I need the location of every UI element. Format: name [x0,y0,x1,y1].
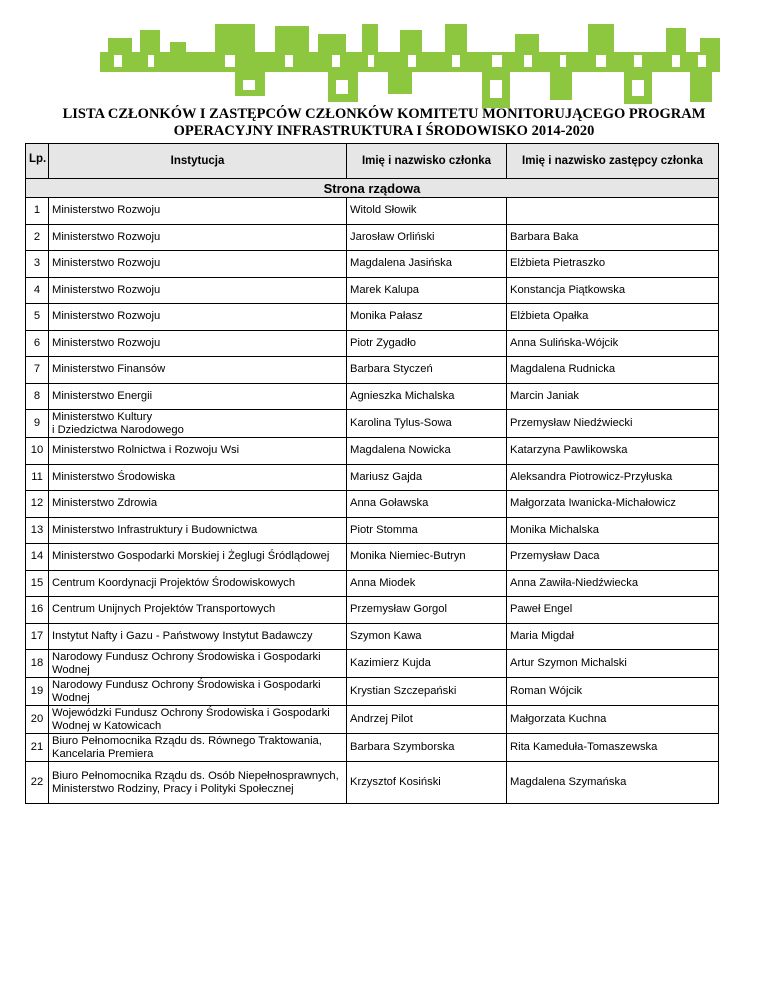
row-member: Magdalena Nowicka [347,438,507,465]
row-institution: Ministerstwo Infrastruktury i Budownictwa [49,517,347,544]
row-deputy: Magdalena Szymańska [507,762,719,804]
row-deputy: Elżbieta Opałka [507,304,719,331]
row-institution: Ministerstwo Zdrowia [49,491,347,518]
table-row [26,198,719,225]
row-member: Andrzej Pilot [347,706,507,734]
table-row [26,491,719,518]
table-row [26,330,719,357]
row-deputy: Magdalena Rudnicka [507,357,719,384]
row-institution: Centrum Koordynacji Projektów Środowiskowych [49,570,347,597]
table-row [26,517,719,544]
row-deputy: Artur Szymon Michalski [507,650,719,678]
row-deputy: Małgorzata Iwanicka-Michałowicz [507,491,719,518]
table-row [26,678,719,706]
header-member: Imię i nazwisko członka [347,144,507,179]
row-lp: 11 [26,464,49,491]
row-lp: 22 [26,762,49,804]
row-deputy: Roman Wójcik [507,678,719,706]
row-institution: Ministerstwo Rozwoju [49,198,347,225]
row-member: Monika Pałasz [347,304,507,331]
row-lp: 19 [26,678,49,706]
row-deputy: Marcin Janiak [507,383,719,410]
row-institution: Ministerstwo Rozwoju [49,224,347,251]
table-row [26,734,719,762]
row-member: Barbara Styczeń [347,357,507,384]
row-institution: Ministerstwo Rozwoju [49,251,347,278]
table-row [26,762,719,804]
row-lp: 10 [26,438,49,465]
row-deputy: Konstancja Piątkowska [507,277,719,304]
row-member: Szymon Kawa [347,623,507,650]
row-institution: Biuro Pełnomocnika Rządu ds. Osób Niepełnosprawnych, Ministerstwo Rodziny, Pracy i Polityki Społecznej [49,762,347,804]
row-institution: Ministerstwo Kultury i Dziedzictwa Narodowego [49,410,347,438]
row-member: Witold Słowik [347,198,507,225]
row-lp: 17 [26,623,49,650]
row-deputy: Aleksandra Piotrowicz-Przyłuska [507,464,719,491]
header-institution: Instytucja [49,144,347,179]
row-lp: 3 [26,251,49,278]
table-row [26,304,719,331]
row-deputy: Elżbieta Pietraszko [507,251,719,278]
row-deputy: Małgorzata Kuchna [507,706,719,734]
row-lp: 14 [26,544,49,571]
title-line-2: OPERACYJNY INFRASTRUKTURA I ŚRODOWISKO 2014-2020 [173,123,595,139]
row-lp: 21 [26,734,49,762]
row-deputy: Paweł Engel [507,597,719,624]
row-member: Anna Miodek [347,570,507,597]
row-institution: Ministerstwo Rolnictwa i Rozwoju Wsi [49,438,347,465]
members-table [25,143,719,804]
table-row [26,410,719,438]
row-lp: 9 [26,410,49,438]
document-title [0,106,768,140]
table-row [26,464,719,491]
row-deputy: Maria Migdał [507,623,719,650]
table-row [26,544,719,571]
header-lp: Lp. [26,144,49,179]
row-deputy: Barbara Baka [507,224,719,251]
header-deputy: Imię i nazwisko zastępcy członka [507,144,719,179]
row-institution: Ministerstwo Finansów [49,357,347,384]
table-row [26,383,719,410]
row-deputy: Anna Zawiła-Niedźwiecka [507,570,719,597]
table-row [26,570,719,597]
row-deputy: Katarzyna Pawlikowska [507,438,719,465]
row-lp: 12 [26,491,49,518]
row-lp: 4 [26,277,49,304]
row-member: Krystian Szczepański [347,678,507,706]
table-row [26,224,719,251]
row-lp: 13 [26,517,49,544]
row-lp: 15 [26,570,49,597]
row-lp: 20 [26,706,49,734]
table-row [26,623,719,650]
row-deputy: Rita Kameduła-Tomaszewska [507,734,719,762]
row-institution: Ministerstwo Gospodarki Morskiej i Żeglugi Śródlądowej [49,544,347,571]
row-member: Agnieszka Michalska [347,383,507,410]
row-member: Anna Goławska [347,491,507,518]
row-lp: 7 [26,357,49,384]
row-lp: 18 [26,650,49,678]
row-member: Monika Niemiec-Butryn [347,544,507,571]
row-member: Piotr Stomma [347,517,507,544]
table-row [26,438,719,465]
row-lp: 1 [26,198,49,225]
row-deputy: Anna Sulińska-Wójcik [507,330,719,357]
row-institution: Ministerstwo Rozwoju [49,330,347,357]
row-member: Jarosław Orliński [347,224,507,251]
row-member: Przemysław Gorgol [347,597,507,624]
row-institution: Ministerstwo Rozwoju [49,277,347,304]
section-row [26,179,719,198]
table-header-row [26,144,719,179]
row-institution: Centrum Unijnych Projektów Transportowych [49,597,347,624]
decorative-green-banner [100,24,720,110]
table-row [26,357,719,384]
row-member: Kazimierz Kujda [347,650,507,678]
row-deputy: Monika Michalska [507,517,719,544]
row-institution: Ministerstwo Środowiska [49,464,347,491]
section-label: Strona rządowa [26,179,719,198]
row-institution: Instytut Nafty i Gazu - Państwowy Instytut Badawczy [49,623,347,650]
row-member: Marek Kalupa [347,277,507,304]
row-institution: Narodowy Fundusz Ochrony Środowiska i Gospodarki Wodnej [49,678,347,706]
row-deputy: Przemysław Daca [507,544,719,571]
row-member: Piotr Zygadło [347,330,507,357]
table-row [26,277,719,304]
row-institution: Biuro Pełnomocnika Rządu ds. Równego Traktowania, Kancelaria Premiera [49,734,347,762]
table-row [26,251,719,278]
row-deputy [507,198,719,225]
row-member: Karolina Tylus-Sowa [347,410,507,438]
row-lp: 6 [26,330,49,357]
row-lp: 16 [26,597,49,624]
table-row [26,597,719,624]
row-member: Magdalena Jasińska [347,251,507,278]
row-member: Krzysztof Kosiński [347,762,507,804]
row-lp: 5 [26,304,49,331]
row-institution: Narodowy Fundusz Ochrony Środowiska i Gospodarki Wodnej [49,650,347,678]
table-row [26,650,719,678]
row-member: Barbara Szymborska [347,734,507,762]
row-institution: Ministerstwo Energii [49,383,347,410]
row-member: Mariusz Gajda [347,464,507,491]
row-institution: Ministerstwo Rozwoju [49,304,347,331]
row-deputy: Przemysław Niedźwiecki [507,410,719,438]
row-lp: 2 [26,224,49,251]
row-lp: 8 [26,383,49,410]
table-row [26,706,719,734]
row-institution: Wojewódzki Fundusz Ochrony Środowiska i Gospodarki Wodnej w Katowicach [49,706,347,734]
title-line-1: LISTA CZŁONKÓW I ZASTĘPCÓW CZŁONKÓW KOMITETU MONITORUJĄCEGO PROGRAM [62,106,706,122]
